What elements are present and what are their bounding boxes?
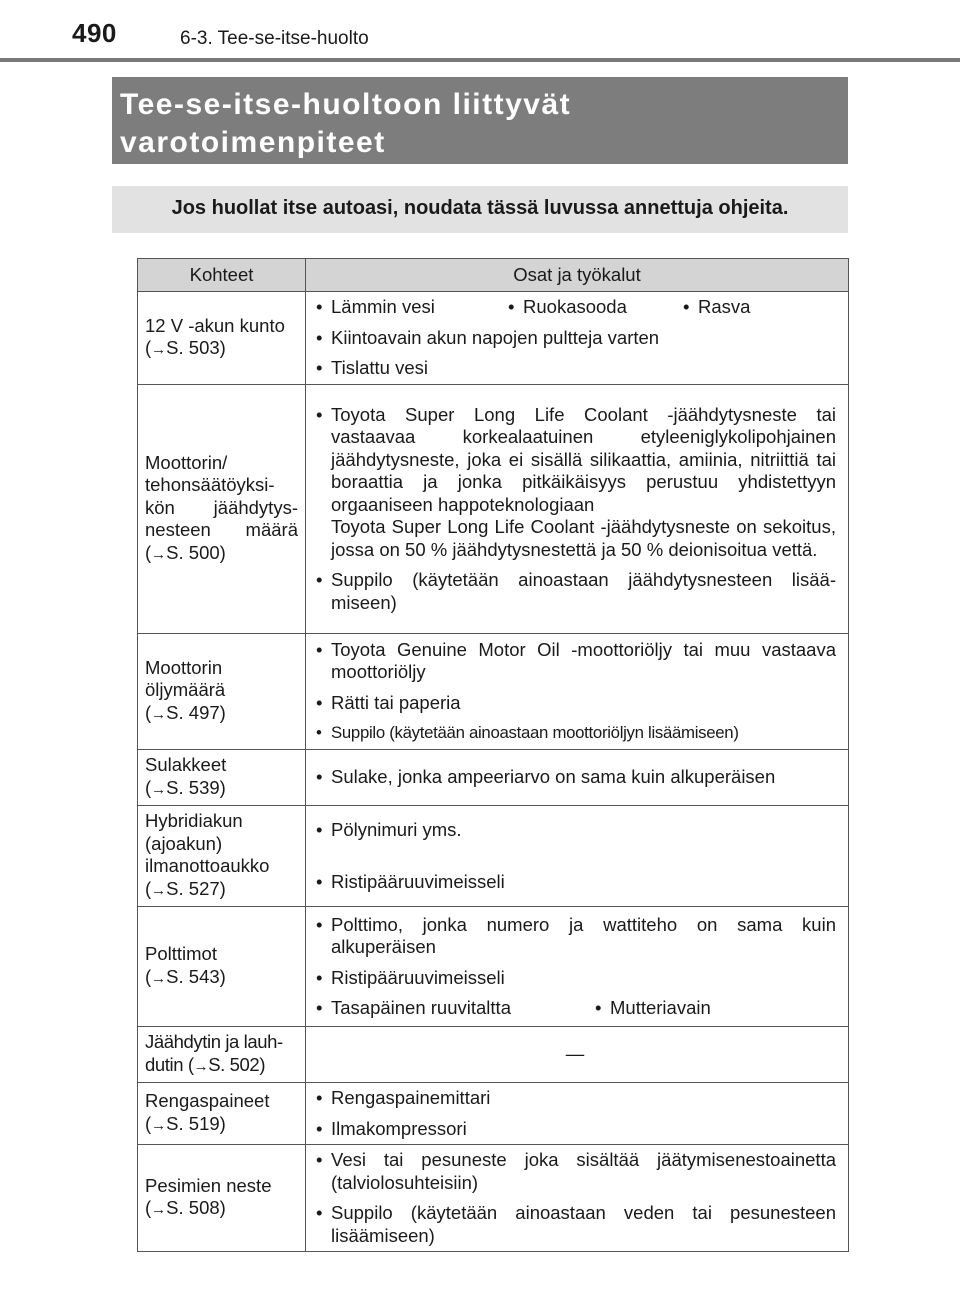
table-row xyxy=(138,750,849,806)
item-name: Moottorin/ xyxy=(145,451,228,473)
item-cell xyxy=(138,1027,306,1083)
list-item: • Pölynimuri yms. xyxy=(314,819,836,842)
page-reference: (→S. 519) xyxy=(145,1112,226,1134)
list-item: • Suppilo (käytetään ainoastaan veden tai pesunesteen lisäämiseen) xyxy=(314,1202,836,1247)
table-row xyxy=(138,292,849,385)
parts-cell xyxy=(306,907,849,1027)
arrow-icon: → xyxy=(151,780,167,798)
parts-list xyxy=(314,639,836,745)
parts-list xyxy=(314,819,836,894)
parts-cell xyxy=(306,634,849,750)
page-reference: (→S. 497) xyxy=(145,701,226,723)
list-item: • Toyota Super Long Life Coolant -jäähdytysneste tai vastaavaa korkealaatuinen etyleeniglykolipohjainen jäähdytysneste, joka ei sisällä silikaattia, amiinia, nitriittiä tai boraattia ja jonka pitkäikäisyys perustuu yhdistettyyn orgaaniseen happoteknologiaan Toyota Super Long Life Coolant -jäähdytysneste on sekoitus, jossa on 50 % jäähdytysnestettä ja 50 % deionisoitua vettä. xyxy=(314,404,836,562)
list-item: • Ristipääruuvimeisseli xyxy=(314,871,836,894)
parts-list xyxy=(314,404,836,615)
item-name: 12 V -akun kunto xyxy=(145,314,285,336)
parts-table xyxy=(137,258,849,1252)
list-item: • Polttimo, jonka numero ja wattiteho on sama kuin alkuperäisen xyxy=(314,914,836,959)
item-cell: Hybridiakun (ajoakun) ilmanottoaukko (→S. 527) xyxy=(138,806,306,907)
list-item: • Rätti tai paperia xyxy=(314,692,836,715)
section-title-line-2: varotoimenpiteet xyxy=(120,126,386,159)
parts-cell xyxy=(306,806,849,907)
parts-cell xyxy=(306,1027,849,1083)
arrow-icon: → xyxy=(151,969,167,987)
intro-box xyxy=(112,186,848,233)
list-item: • Vesi tai pesuneste joka sisältää jäätymisenestoainetta (talviolosuhteisiin) xyxy=(314,1149,836,1194)
table-row xyxy=(138,1027,849,1083)
list-item: • Suppilo (käytetään ainoastaan jäähdytysnesteen lisäämiseen) xyxy=(314,569,836,614)
parts-list xyxy=(314,914,836,1020)
empty-dash: — xyxy=(565,1043,585,1065)
page-number: 490 xyxy=(72,18,117,48)
table-row xyxy=(138,385,849,634)
table-row xyxy=(138,806,849,907)
item-name: Hybridiakun xyxy=(145,810,243,831)
parts-list xyxy=(314,1087,836,1140)
list-item: • Sulake, jonka ampeeriarvo on sama kuin alkuperäisen xyxy=(314,766,836,789)
item-cell: Moottorin/ tehonsäätöyksi- kön jäähdytys- nesteen määrä (→S. 500) xyxy=(138,385,306,634)
page-reference: (→S. 500) xyxy=(145,541,226,563)
table-row xyxy=(138,634,849,750)
table-row xyxy=(138,907,849,1027)
intro-text: Jos huollat itse autoasi, noudata tässä luvussa annettuja ohjeita. xyxy=(171,197,789,219)
parts-list xyxy=(314,1149,836,1247)
page-reference: dutin (→S. 502) xyxy=(145,1053,266,1075)
item-cell xyxy=(138,1083,306,1145)
list-item: • Ristipääruuvimeisseli xyxy=(314,967,836,990)
arrow-icon: → xyxy=(151,881,167,899)
parts-cell xyxy=(306,385,849,634)
parts-cell xyxy=(306,1083,849,1145)
list-item: • Lämmin vesi • Ruokasooda • Rasva xyxy=(314,296,836,319)
parts-list xyxy=(314,296,836,380)
parts-cell xyxy=(306,1145,849,1252)
arrow-icon: → xyxy=(151,341,167,358)
item-name: Jäähdytin ja lauh- xyxy=(145,1031,283,1052)
arrow-icon: → xyxy=(193,1057,209,1075)
item-name: Sulakkeet xyxy=(145,754,227,775)
arrow-icon: → xyxy=(151,1116,167,1134)
parts-cell xyxy=(306,292,849,385)
list-item: • Toyota Genuine Motor Oil -moottoriöljy tai muu vastaava moottoriöljy xyxy=(314,639,836,684)
parts-cell xyxy=(306,750,849,806)
table-header-row xyxy=(138,259,849,292)
column-header-parts: Osat ja työkalut xyxy=(306,259,849,292)
page-reference: (→S. 508) xyxy=(145,1197,226,1218)
item-cell xyxy=(138,907,306,1027)
list-item: • Tasapäinen ruuvitaltta • Mutteriavain xyxy=(314,997,836,1020)
page-reference: (→S. 503) xyxy=(145,337,226,358)
item-name: Pesimien neste xyxy=(145,1174,272,1196)
parts-list xyxy=(314,766,836,789)
arrow-icon: → xyxy=(151,1201,167,1218)
item-name: Moottorin xyxy=(145,656,223,678)
list-item: • Rengaspainemittari xyxy=(314,1087,836,1110)
item-cell xyxy=(138,1145,306,1252)
section-title-line-1: Tee-se-itse-huoltoon liittyvät xyxy=(120,88,572,121)
column-header-items: Kohteet xyxy=(138,259,306,292)
page-reference: (→S. 527) xyxy=(145,877,226,899)
section-title-bar xyxy=(112,77,848,164)
page-reference: (→S. 543) xyxy=(145,965,226,987)
header-rule xyxy=(0,58,960,62)
item-name: Polttimot xyxy=(145,943,217,964)
section-reference: 6-3. Tee-se-itse-huolto xyxy=(180,28,369,49)
page-header xyxy=(0,0,960,62)
table-row xyxy=(138,1083,849,1145)
list-item: • Kiintoavain akun napojen pultteja varten xyxy=(314,327,836,350)
table-row xyxy=(138,1145,849,1252)
arrow-icon: → xyxy=(151,545,167,563)
list-item: • Tislattu vesi xyxy=(314,357,836,380)
item-cell xyxy=(138,292,306,385)
item-name: Rengaspaineet xyxy=(145,1090,270,1111)
page-reference: (→S. 539) xyxy=(145,776,226,798)
item-cell: Moottorin öljymäärä (→S. 497) xyxy=(138,634,306,750)
list-item: • Suppilo (käytetään ainoastaan moottoriöljyn lisäämiseen) xyxy=(314,722,836,745)
item-cell xyxy=(138,750,306,806)
list-item: • Ilmakompressori xyxy=(314,1118,836,1141)
arrow-icon: → xyxy=(151,705,167,723)
